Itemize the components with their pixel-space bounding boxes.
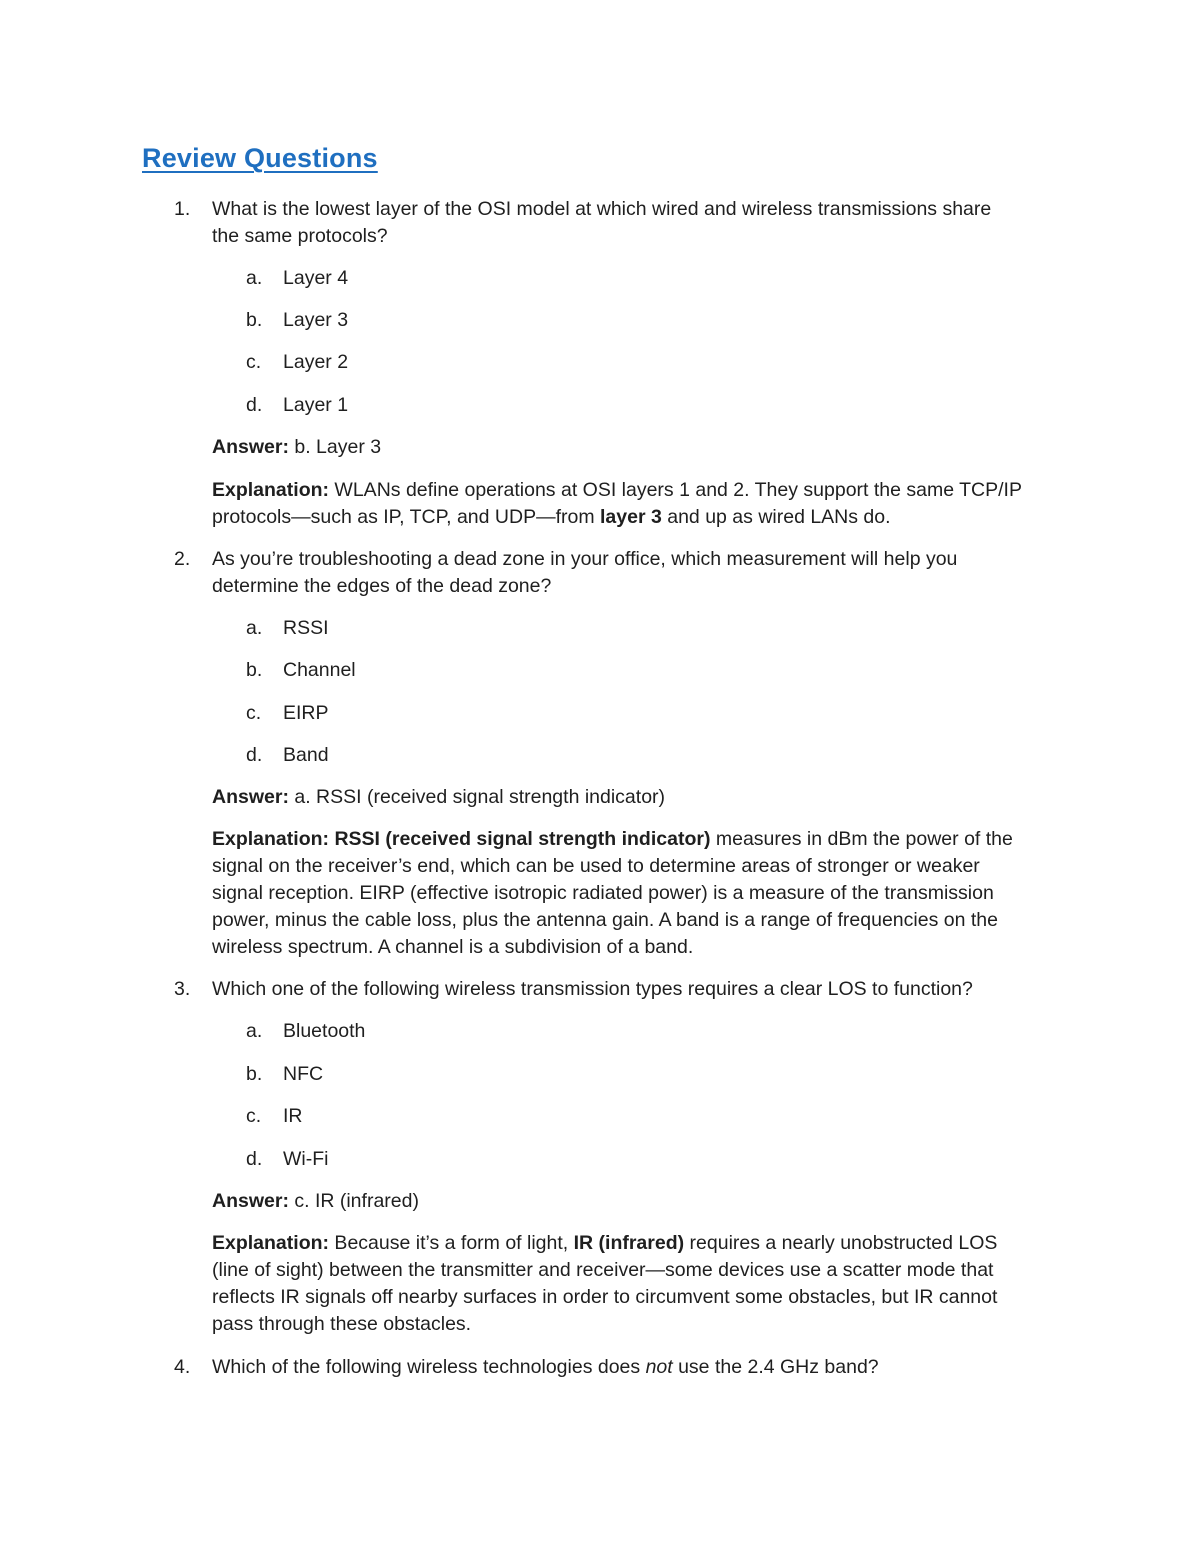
question-2-option-c: EIRP <box>283 702 329 724</box>
question-3-answer: Answer: c. IR (infrared) <box>212 1190 419 1212</box>
question-2-option-d-letter: d. <box>246 744 263 766</box>
question-1-option-c: Layer 2 <box>283 351 349 373</box>
question-3-option-c-letter: c. <box>246 1105 262 1127</box>
question-2-number: 2. <box>174 548 191 570</box>
question-2-option-a: RSSI <box>283 617 329 639</box>
question-2-option-a-letter: a. <box>246 617 263 639</box>
question-2-answer: Answer: a. RSSI (received signal strength indicator) <box>212 786 666 808</box>
question-2-text: As you’re troubleshooting a dead zone in your office, which measurement will help you determine the edges of the dead zone? <box>212 548 958 597</box>
question-2-option-c-letter: c. <box>246 702 262 724</box>
question-3-option-d: Wi-Fi <box>283 1148 329 1170</box>
question-2-option-b-letter: b. <box>246 659 263 681</box>
question-4-number: 4. <box>174 1356 191 1378</box>
question-4-text: Which of the following wireless technologies does not use the 2.4 GHz band? <box>212 1356 879 1378</box>
question-1-option-a-letter: a. <box>246 267 263 289</box>
question-1-option-d-letter: d. <box>246 394 263 416</box>
question-3-text: Which one of the following wireless transmission types requires a clear LOS to function? <box>212 978 973 1000</box>
question-2-explanation: Explanation: RSSI (received signal strength indicator) measures in dBm the power of the signal on the receiver’s end, which can be used to determine areas of stronger or weaker signal reception. EIRP (effective isotropic radiated power) is a measure of the transmission power, minus the cable loss, plus the antenna gain. A band is a range of frequencies on the wireless spectrum. A channel is a subdivision of a band. <box>212 828 1013 958</box>
question-1-text: What is the lowest layer of the OSI model at which wired and wireless transmissions share the same protocols? <box>212 198 992 247</box>
question-3-option-b: NFC <box>283 1063 324 1085</box>
question-3-option-b-letter: b. <box>246 1063 263 1085</box>
question-3-explanation: Explanation: Because it’s a form of light, IR (infrared) requires a nearly unobstructed LOS (line of sight) between the transmitter and receiver—some devices use a scatter mode that reflects IR signals off nearby surfaces in order to circumvent some obstacles, but IR cannot pass through these obstacles. <box>212 1232 998 1335</box>
question-2-option-d: Band <box>283 744 329 766</box>
question-3-number: 3. <box>174 978 191 1000</box>
question-2-option-b: Channel <box>283 659 356 681</box>
question-1-answer: Answer: b. Layer 3 <box>212 436 382 458</box>
question-3-option-a: Bluetooth <box>283 1020 366 1042</box>
question-1-explanation: Explanation: WLANs define operations at OSI layers 1 and 2. They support the same TCP/IP protocols—such as IP, TCP, and UDP—from layer 3 and up as wired LANs do. <box>212 479 1022 528</box>
question-1-option-c-letter: c. <box>246 351 262 373</box>
question-1-option-d: Layer 1 <box>283 394 349 416</box>
question-1-option-b: Layer 3 <box>283 309 349 331</box>
question-1-option-a: Layer 4 <box>283 267 349 289</box>
question-3-option-a-letter: a. <box>246 1020 263 1042</box>
question-3-option-c: IR <box>283 1105 303 1127</box>
question-1-number: 1. <box>174 198 191 220</box>
question-1-option-b-letter: b. <box>246 309 263 331</box>
question-3-option-d-letter: d. <box>246 1148 263 1170</box>
page-title: Review Questions <box>142 143 378 173</box>
